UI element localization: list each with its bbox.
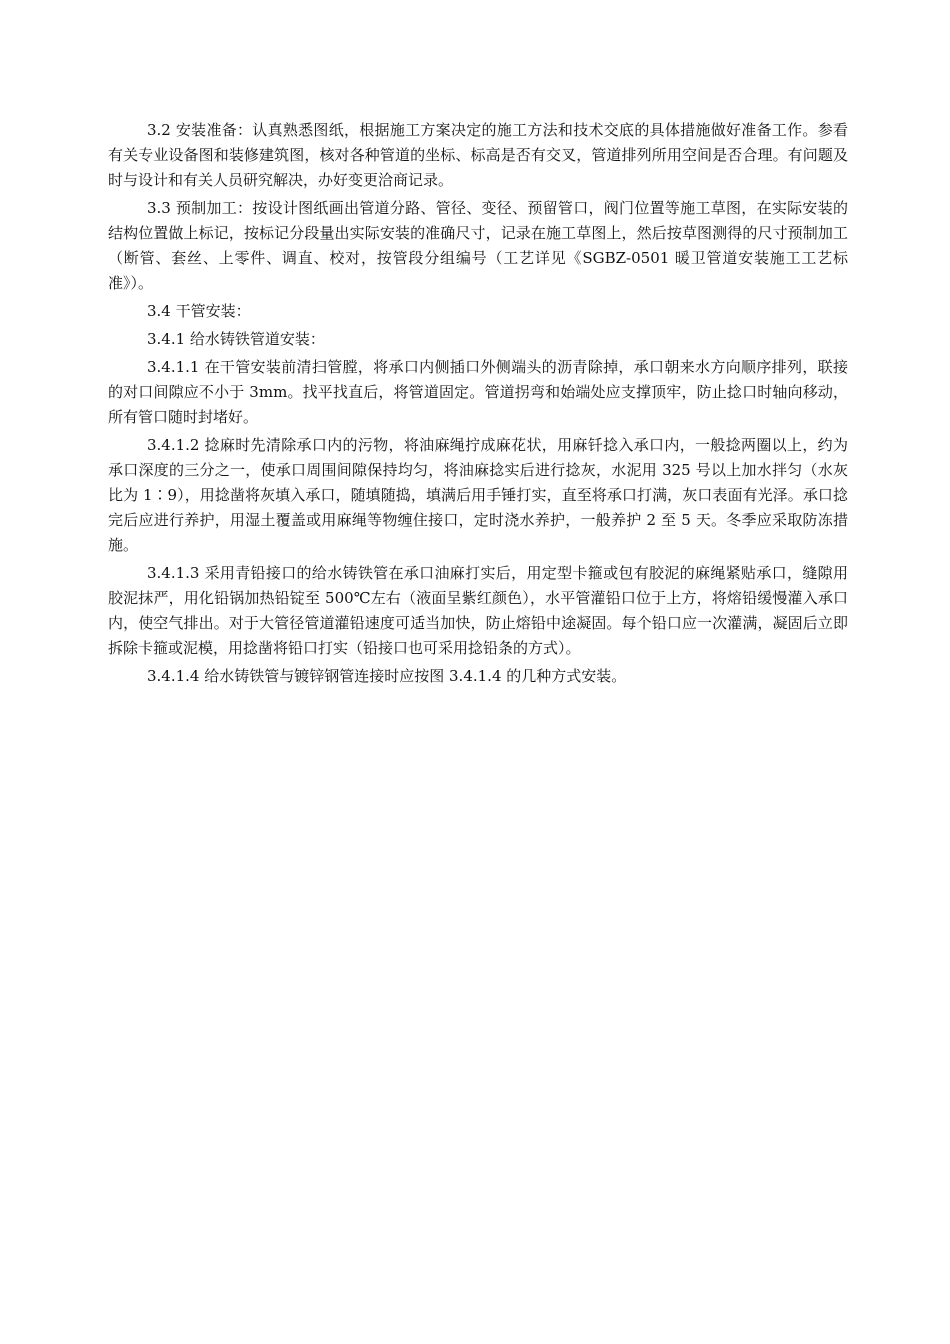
paragraph-3-3: 3.3 预制加工：按设计图纸画出管道分路、管径、变径、预留管口，阀门位置等施工草图，在实际安装的结构位置做上标记，按标记分段量出实际安装的准确尺寸，记录在施工草图上，然后按草图测得的尺寸预制加工（断管、套丝、上零件、调直、校对，按管段分组编号（工艺详见《SGBZ-0501 暖卫管道安装施工工艺标准》）。 <box>108 199 848 292</box>
document-body <box>108 118 848 692</box>
paragraph-3-4-1-4: 3.4.1.4 给水铸铁管与镀锌钢管连接时应按图 3.4.1.4 的几种方式安装。 <box>147 667 627 685</box>
paragraph-3-4-1-3: 3.4.1.3 采用青铅接口的给水铸铁管在承口油麻打实后，用定型卡箍或包有胶泥的麻绳紧贴承口，缝隙用胶泥抹严，用化铅锅加热铅锭至 500℃左右（液面呈紫红颜色），水平管灌铅口位于上方，将熔铅缓慢灌入承口内，使空气排出。对于大管径管道灌铅速度可适当加快，防止熔铅中途凝固。每个铅口应一次灌满，凝固后立即拆除卡箍或泥模，用捻凿将铅口打实（铅接口也可采用捻铅条的方式）。 <box>108 564 848 657</box>
heading-3-4: 3.4 干管安装： <box>147 302 251 320</box>
heading-3-4-1: 3.4.1 给水铸铁管道安装： <box>147 330 325 348</box>
paragraph-3-4-1-2: 3.4.1.2 捻麻时先清除承口内的污物，将油麻绳拧成麻花状，用麻钎捻入承口内，一般捻两圈以上，约为承口深度的三分之一，使承口周围间隙保持均匀，将油麻捻实后进行捻灰，水泥用 325 号以上加水拌匀（水灰比为 1∶9），用捻凿将灰填入承口，随填随捣，填满后用手锤打实，直至将承口打满，灰口表面有光泽。承口捻完后应进行养护，用湿土覆盖或用麻绳等物缠住接口，定时浇水养护，一般养护 2 至 5 天。冬季应采取防冻措施。 <box>108 436 848 554</box>
paragraph-3-2: 3.2 安装准备：认真熟悉图纸，根据施工方案决定的施工方法和技术交底的具体措施做好准备工作。参看有关专业设备图和装修建筑图，核对各种管道的坐标、标高是否有交叉，管道排列所用空间是否合理。有问题及时与设计和有关人员研究解决，办好变更洽商记录。 <box>108 121 848 189</box>
paragraph-3-4-1-1: 3.4.1.1 在干管安装前清扫管膛，将承口内侧插口外侧端头的沥青除掉，承口朝来水方向顺序排列，联接的对口间隙应不小于 3mm。找平找直后，将管道固定。管道拐弯和始端处应支撑顶牢，防止捻口时轴向移动，所有管口随时封堵好。 <box>108 358 848 426</box>
